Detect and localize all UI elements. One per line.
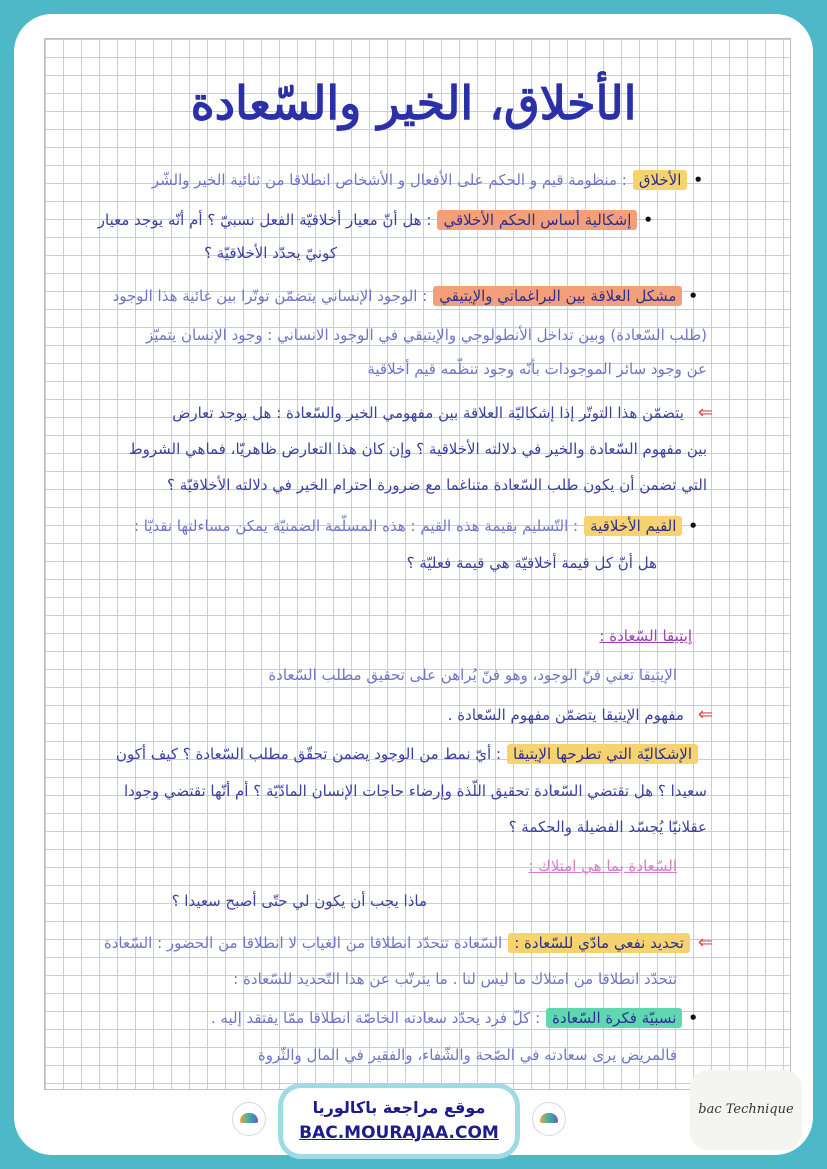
bac-technique-stamp: bac Technique <box>690 1070 802 1150</box>
note-text: : هل أنّ معيار أخلاقيّة الفعل نسبيّ ؟ أم أنّه يوجد معيار <box>97 211 432 229</box>
note-line <box>167 476 713 494</box>
note-text: عن وجود سائر الموجودات بأنّه وجود تنظّمه قيم أخلاقية <box>367 360 707 378</box>
highlighted-term: السّعادة بما هي امتلاك : <box>528 857 677 875</box>
note-line <box>258 1046 683 1064</box>
note-line <box>172 402 713 423</box>
note-text: تتحدّد انطلاقا من امتلاك ما ليس لنا . ما يترتّب عن هذا التّحديد للسّعادة : <box>233 970 677 988</box>
note-text: سعيدا ؟ هل تقتضي السّعادة تحقيق اللّذة وإرضاء حاجات الإنسان المادّيّة ؟ أم أنّها تقتضي وجودا <box>123 782 707 800</box>
note-line <box>233 970 683 988</box>
note-line <box>124 782 713 800</box>
page-frame <box>14 14 813 1155</box>
bullet-icon: • <box>643 211 653 229</box>
note-text: يتضمّن هذا التوتّر إذا إشكاليّة العلاقة بين مفهومي الخير والسّعادة : هل يوجد تعارض <box>172 404 684 422</box>
note-line <box>129 440 713 458</box>
note-line <box>448 704 713 725</box>
note-line <box>134 516 698 536</box>
note-text: : الوجود الإنساني يتضمّن توتّرا بين غائية هذا الوجود <box>112 287 428 305</box>
note-line <box>204 244 343 262</box>
note-text: بين مفهوم السّعادة والخير في دلالته الأخلاقية ؟ وإن كان هذا التعارض ظاهريّا، فماهي الشروط <box>128 440 707 458</box>
note-text: فالمريض يرى سعادته في الصّحة والشّفاء، والفقير في المال والثّروة <box>257 1046 677 1064</box>
note-text: كونيّ يحدّد الأخلاقيّة ؟ <box>204 244 337 262</box>
note-line <box>593 626 698 646</box>
site-name-arabic: موقع مراجعة باكالوريا <box>312 1098 486 1117</box>
bullet-icon: • <box>693 171 703 189</box>
highlighted-term: مشكل العلاقة بين البراغماتي والإيتيقي <box>433 286 682 306</box>
note-line <box>104 932 713 953</box>
site-url[interactable]: BAC.MOURAJAA.COM <box>299 1123 499 1143</box>
note-text: هل أنّ كل قيمة أخلاقيّة هي قيمة فعليّة ؟ <box>406 554 657 572</box>
note-text: الإيتيقا تعني فنّ الوجود، وهو فنّ يُراهن على تحقيق مطلب السّعادة <box>268 666 677 684</box>
note-text: : أيّ نمط من الوجود يضمن تحقّق مطلب السّعادة ؟ كيف أكون <box>115 745 502 763</box>
arrow-icon: ⇐ <box>697 704 713 725</box>
highlighted-term: القيم الأخلاقية <box>584 516 682 536</box>
highlighted-term: إشكالية أساس الحكم الأخلاقي <box>437 210 637 230</box>
note-text: عقلانيّا يُجسّد الفضيلة والحكمة ؟ <box>508 818 707 836</box>
note-text: التي تضمن أن يكون طلب السّعادة متناغما مع ضرورة احترام الخير في دلالته الأخلاقيّة ؟ <box>166 476 707 494</box>
note-line <box>152 170 703 190</box>
highlighted-term: الإشكاليّة التي تطرحها الإيتيقا <box>507 744 698 764</box>
bullet-icon: • <box>688 287 698 305</box>
site-logo-right <box>532 1102 566 1136</box>
note-line <box>407 554 663 572</box>
note-line <box>268 666 683 684</box>
highlighted-term: الأخلاق <box>633 170 688 190</box>
site-banner[interactable] <box>283 1088 515 1154</box>
note-text: (طلب السّعادة) وبين تداخل الأنطولوجي والإيتيقي في الوجود الانساني : وجود الإنسان يتميّز <box>146 326 707 344</box>
note-text: مفهوم الإيتيقا يتضمّن مفهوم السّعادة . <box>447 706 684 724</box>
site-logo-left <box>232 1102 266 1136</box>
note-text: : منظومة قيم و الحكم على الأفعال و الأشخاص انطلاقا من ثنائية الخير والشّر <box>151 171 627 189</box>
note-line <box>116 744 698 764</box>
note-text: ماذا يجب أن يكون لي حتّى أصبح سعيدا ؟ <box>171 892 427 910</box>
arrow-icon: ⇐ <box>697 402 713 423</box>
page-title: الأخلاق، الخير والسّعادة <box>190 76 637 130</box>
highlighted-term: تحديد نفعي مادّي للسّعادة : <box>508 933 690 953</box>
note-line <box>98 210 653 230</box>
arrow-icon: ⇐ <box>697 932 713 953</box>
note-line <box>146 326 713 344</box>
note-line <box>523 856 683 876</box>
note-line <box>113 286 698 306</box>
bullet-icon: • <box>688 517 698 535</box>
note-line <box>211 1008 698 1028</box>
note-line <box>172 892 433 910</box>
note-line <box>367 360 713 378</box>
note-text: : التّسليم بقيمة هذه القيم : هذه المسلّمة الضمنيّة يمكن مساءلتها نقديّا : <box>133 517 579 535</box>
note-text: : كلّ فرد يحدّد سعادته الخاصّة انطلاقا ممّا يفتقد إليه . <box>210 1009 541 1027</box>
highlighted-term: إيتيقا السّعادة : <box>599 627 692 645</box>
highlighted-term: نسبيّة فكرة السّعادة <box>546 1008 682 1028</box>
bullet-icon: • <box>688 1009 698 1027</box>
note-text: السّعادة تتحدّد انطلاقا من الغياب لا انطلاقا من الحضور : السّعادة <box>103 934 503 952</box>
note-line <box>509 818 713 836</box>
